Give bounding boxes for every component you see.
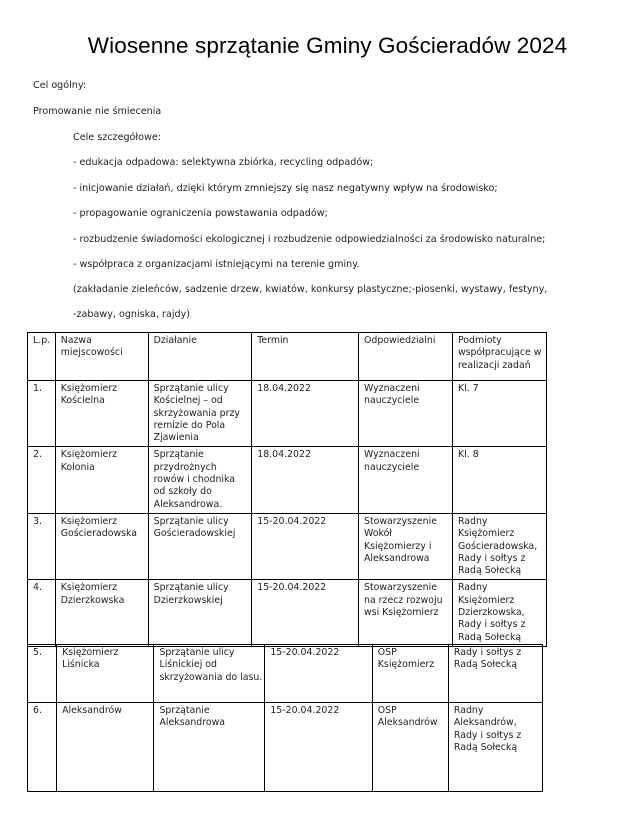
activities-note: -zabawy, ogniska, rajdy) — [73, 309, 191, 320]
table-cell: 15-20.04.2022 — [265, 703, 372, 792]
table-cell: Księżomierz Kolonia — [55, 447, 148, 513]
table-cell: Radny Księżomierz Dzierzkowska, Rady i sołtys z Radą Sołecką — [452, 580, 546, 646]
table-cell: Księżomierz Kościelna — [55, 381, 148, 447]
specific-goals-label: Cele szczegółowe: — [73, 132, 162, 143]
goal-item: - inicjowanie działań, dzięki którym zmniejszy się nasz negatywny wpływ na środowisko; — [73, 183, 498, 194]
table-cell: 2. — [28, 447, 56, 513]
header-cell: Podmioty współpracujące w realizacji zadań — [452, 333, 546, 381]
table-cell: Wyznaczeni nauczyciele — [359, 447, 453, 513]
table-row — [28, 447, 547, 513]
table-row — [28, 513, 547, 579]
table-cell: Księżomierz Liśnicka — [57, 645, 154, 703]
table-cell: 15-20.04.2022 — [252, 513, 359, 579]
table-cell: Stowarzyszenie Wokół Księżomierzy i Aleksandrowa — [359, 513, 453, 579]
table-cell: Radny Aleksandrów, Rady i sołtys z Radą Sołecką — [448, 703, 542, 792]
activities-note: (zakładanie zieleńców, sadzenie drzew, kwiatów, konkursy plastyczne;-piosenki, wystawy, festyny, — [73, 284, 548, 295]
header-cell: Odpowiedzialni — [359, 333, 453, 381]
goal-item: - rozbudzenie świadomości ekologicznej i rozbudzenie odpowiedzialności za środowisko naturalne; — [73, 234, 546, 245]
table-row — [28, 645, 543, 703]
table-cell: 6. — [28, 703, 57, 792]
table-cell: 1. — [28, 381, 56, 447]
cleanup-table-continued — [27, 644, 543, 792]
goal-label: Cel ogólny: — [33, 80, 87, 91]
table-row — [28, 580, 547, 646]
table-cell: 18.04.2022 — [252, 381, 359, 447]
table-cell: Księżomierz Gościeradowska — [55, 513, 148, 579]
table-row — [28, 703, 543, 792]
table-cell: 15-20.04.2022 — [265, 645, 372, 703]
table-cell: 3. — [28, 513, 56, 579]
table-row — [28, 381, 547, 447]
goal-item: - propagowanie ograniczenia powstawania odpadów; — [73, 208, 328, 219]
header-cell: Działanie — [148, 333, 252, 381]
table-cell: Rady i sołtys z Radą Sołecką — [448, 645, 542, 703]
table-cell: Sprzątanie ulicy Liśnickiej od skrzyżowania do lasu. — [154, 645, 265, 703]
goal-item: - współpraca z organizacjami istniejącymi na terenie gminy. — [73, 259, 360, 270]
table-cell: Sprzątanie ulicy Dzierzkowskiej — [148, 580, 252, 646]
cleanup-table — [27, 332, 547, 647]
table-cell: 15-20.04.2022 — [252, 580, 359, 646]
table-cell: Wyznaczeni nauczyciele — [359, 381, 453, 447]
table-cell: Radny Księżomierz Gościeradowska, Rady i sołtys z Radą Sołecką — [452, 513, 546, 579]
goal-item: - edukacja odpadowa: selektywna zbiórka, recycling odpadów; — [73, 157, 374, 168]
table-cell: 18.04.2022 — [252, 447, 359, 513]
header-cell: Nazwa miejscowości — [55, 333, 148, 381]
table-cell: Sprzątanie ulicy Kościelnej – od skrzyżowania przy remizie do Pola Zjawienia — [148, 381, 252, 447]
header-cell: Termin — [252, 333, 359, 381]
table-cell: Sprzątanie ulicy Gościeradowskiej — [148, 513, 252, 579]
table-cell: Księżomierz Dzierzkowska — [55, 580, 148, 646]
table-cell: 5. — [28, 645, 57, 703]
table-cell: Aleksandrów — [57, 703, 154, 792]
document-title: Wiosenne sprzątanie Gminy Gościeradów 2024 — [87, 33, 568, 58]
table-cell: 4. — [28, 580, 56, 646]
table-header-row — [28, 333, 547, 381]
table-cell: OSP Aleksandrów — [372, 703, 448, 792]
table-cell: Kl. 7 — [452, 381, 546, 447]
table-cell: Kl. 8 — [452, 447, 546, 513]
table-cell: Stowarzyszenie na rzecz rozwoju wsi Księżomierz — [359, 580, 453, 646]
table-cell: Sprzątanie Aleksandrowa — [154, 703, 265, 792]
table-cell: OSP Księżomierz — [372, 645, 448, 703]
goal-text: Promowanie nie śmiecenia — [33, 106, 162, 117]
table-cell: Sprzątanie przydrożnych rowów i chodnika od szkoły do Aleksandrowa. — [148, 447, 252, 513]
header-cell: L.p. — [28, 333, 56, 381]
